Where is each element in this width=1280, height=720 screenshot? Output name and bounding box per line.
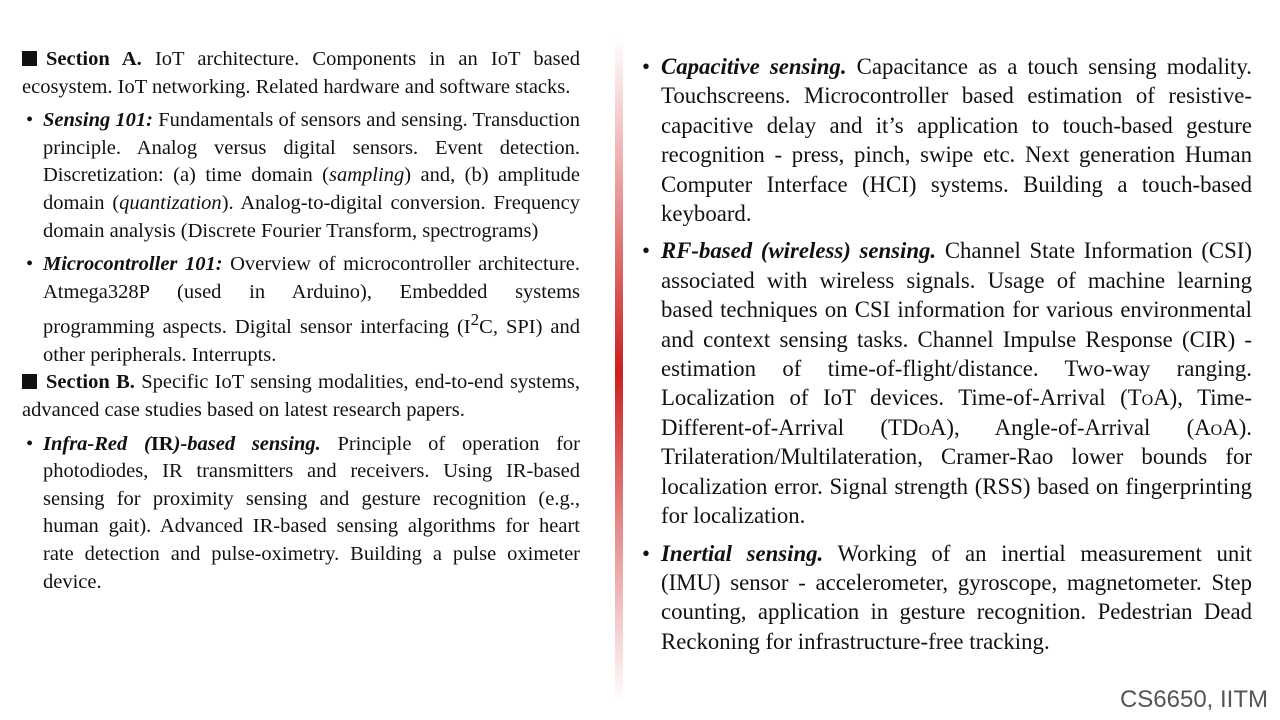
section-b-list: [22, 431, 580, 597]
item-title-part: Infra-Red (: [43, 432, 151, 455]
right-column: [642, 52, 1252, 656]
square-bullet-icon: [22, 51, 37, 66]
item-title: RF-based (wireless) sensing.: [661, 238, 937, 264]
list-item-microcontroller-101: [22, 251, 580, 369]
list-item-inertial-sensing: [642, 539, 1252, 657]
item-title: Sensing 101:: [43, 109, 154, 132]
item-text: C, SPI) and other peripherals. Interrupts.: [43, 316, 581, 366]
item-text: Fundamentals of sensors and sensing. Transduction principle. Analog versus digital sensors. Event detection. Discretization: (a) time domain (: [43, 109, 580, 187]
bullet-icon: •: [642, 238, 650, 264]
bullet-icon: •: [642, 540, 650, 566]
list-item-rf-based-sensing: [642, 236, 1252, 530]
section-a-text: IoT architecture. Components in an IoT based ecosystem. IoT networking. Related hardware and software stacks.: [22, 48, 580, 98]
item-text-italic: sampling: [329, 164, 405, 187]
item-text: Working of an inertial measurement unit (IMU) sensor - accelerometer, gyroscope, magnetometer. Step counting, application in gesture recognition. Pedestrian Dead Reckoning for infrastructure-free tracking.: [661, 540, 1252, 654]
section-a-title: Section A.: [46, 48, 142, 70]
section-a: [22, 46, 580, 101]
item-text: Channel State Information (CSI) associated with wireless signals. Usage of machine learning based techniques on CSI information for various environmental and context sensing tasks. Channel Impulse Response (CIR) - estimation of time-of-flight/distance. Two-way ranging. Localization of IoT devices. Time-of-Arrival (T: [661, 238, 1252, 411]
left-column: [22, 46, 580, 596]
small-caps-letter: o: [918, 414, 930, 440]
column-divider: [615, 38, 623, 703]
item-text: A), Time-Different-of-Arrival (TD: [661, 385, 1252, 440]
item-title: Capacitive sensing.: [661, 54, 847, 79]
footer-label: CS6650, IITM: [1119, 686, 1268, 713]
item-title: Inertial sensing.: [661, 540, 824, 566]
item-text: Capacitance as a touch sensing modality. Touchscreens. Microcontroller based estimation of resistive-capacitive delay and it’s application to touch-based gesture recognition - press, pinch, swipe etc. Next generation Human Computer Interface (HCI) systems. Building a touch-based keyboard.: [661, 54, 1252, 227]
item-text-italic: quantization: [119, 191, 222, 214]
item-text: A). Trilateration/Multilateration, Cramer-Rao lower bounds for localization error. Signal strength (RSS) based on fingerprinting for localization.: [661, 414, 1252, 529]
item-text: ) and, (b) amplitude domain (: [43, 164, 581, 214]
section-b-title: Section B.: [46, 371, 135, 394]
small-caps-letter: o: [1141, 385, 1154, 411]
list-item-infra-red-sensing: [22, 431, 580, 597]
list-item-sensing-101: [22, 107, 580, 245]
item-text: ). Analog-to-digital conversion. Frequency domain analysis (Discrete Fourier Transform, spectrograms): [43, 191, 580, 242]
section-b-text: Specific IoT sensing modalities, end-to-end systems, advanced case studies based on latest research papers.: [22, 371, 580, 421]
bullet-icon: •: [26, 432, 34, 455]
item-text: Overview of microcontroller architecture. Atmega328P (used in Arduino), Embedded systems programming aspects. Digital sensor interfacing (I: [43, 253, 581, 339]
item-title-part: IR: [150, 432, 174, 455]
section-b-list-continued: [642, 52, 1252, 656]
item-text: Principle of operation for photodiodes, IR transmitters and receivers. Using IR-based sensing for proximity sensing and gesture recognition (e.g., human gait). Advanced IR-based sensing algorithms for heart rate detection and pulse-oximetry. Building a pulse oximeter device.: [43, 432, 580, 593]
item-text: A), Angle-of-Arrival (A: [929, 414, 1211, 440]
section-a-list: [22, 107, 580, 369]
bullet-icon: •: [26, 253, 34, 276]
square-bullet-icon: [22, 374, 37, 389]
bullet-icon: •: [26, 109, 34, 132]
list-item-capacitive-sensing: [642, 52, 1252, 228]
superscript: 2: [470, 310, 480, 330]
section-b: [22, 369, 580, 424]
item-title: Microcontroller 101:: [43, 253, 223, 276]
bullet-icon: •: [642, 54, 650, 79]
small-caps-letter: o: [1210, 414, 1223, 440]
item-title-part: )-based sensing.: [173, 432, 321, 455]
item-title: [43, 433, 321, 455]
